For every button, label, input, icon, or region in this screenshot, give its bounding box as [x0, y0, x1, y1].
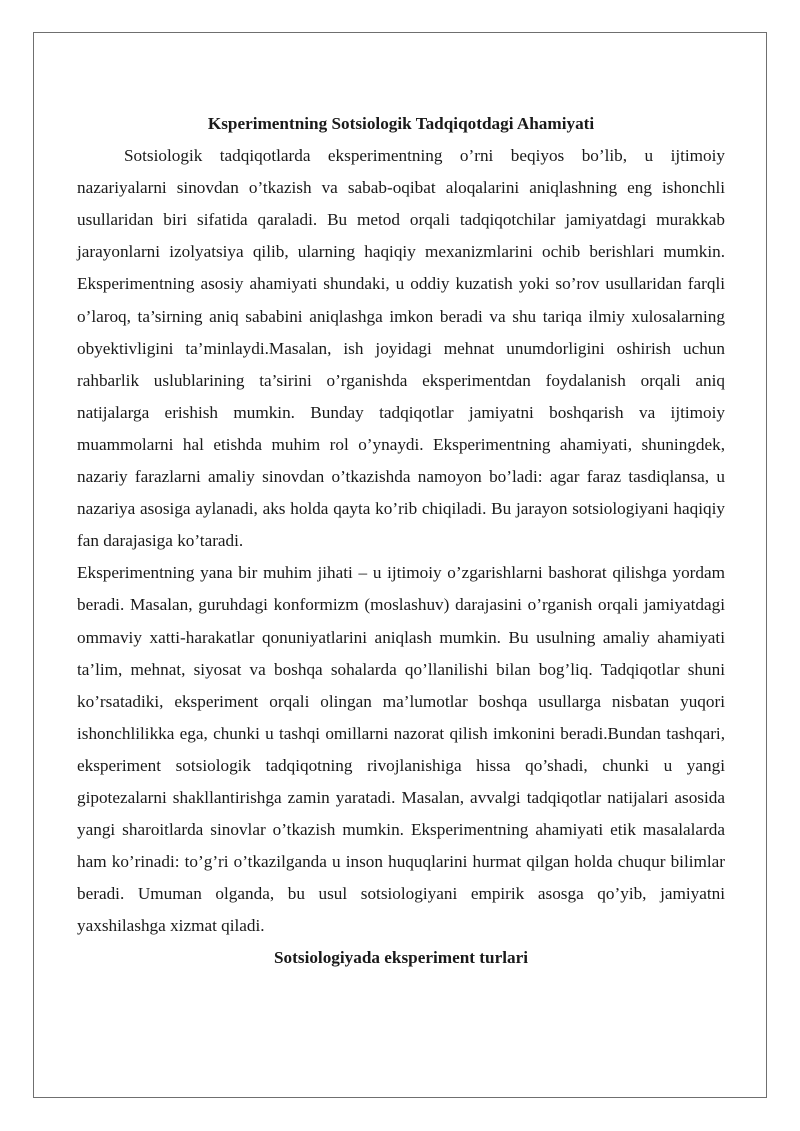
document-body	[77, 108, 725, 975]
paragraph-2: Eksperimentning yana bir muhim jihati – u ijtimoiy o’zgarishlarni bashorat qilishga yordam beradi. Masalan, guruhdagi konformizm (moslashuv) darajasini o’rganish orqali jamiyatdagi ommaviy xatti-harakatlar qonuniyatlarini aniqlash mumkin. Bu usulning amaliy ahamiyati ta’lim, mehnat, siyosat va boshqa sohalarda qo’llanilishi bilan bog’liq. Tadqiqotlar shuni ko’rsatadiki, eksperiment orqali olingan ma’lumotlar boshqa usullarga nisbatan yuqori ishonchlilikka ega, chunki u tashqi omillarni nazorat qilish imkonini beradi.Bundan tashqari, eksperiment sotsiologik tadqiqotning rivojlanishiga hissa qo’shadi, chunki u yangi gipotezalarni shakllantirishga zamin yaratadi. Masalan, avvalgi tadqiqotlar natijalari asosida yangi sharoitlarda sinovlar o’tkazish mumkin. Eksperimentning ahamiyati etik masalalarda ham ko’rinadi: to’g’ri o’tkazilganda u inson huquqlarini hurmat qilgan holda chuqur bilimlar beradi. Umuman olganda, bu usul sotsiologiyani empirik asosga qo’yib, jamiyatni yaxshilashga xizmat qiladi.	[77, 563, 725, 936]
document-title: Ksperimentning Sotsiologik Tadqiqotdagi Ahamiyati	[207, 114, 595, 133]
section-subheading: Sotsiologiyada eksperiment turlari	[274, 948, 528, 968]
paragraph-1: Sotsiologik tadqiqotlarda eksperimentning o’rni beqiyos bo’lib, u ijtimoiy nazariyalarni sinovdan o’tkazish va sabab-oqibat aloqalarini aniqlashning eng ishonchli usullaridan biri sifatida qaraladi. Bu metod orqali tadqiqotchilar jamiyatdagi murakkab jarayonlarni izolyatsiya qilib, ularning haqiqiy mexanizmlarini ochib berishlari mumkin. Eksperimentning asosiy ahamiyati shundaki, u oddiy kuzatish yoki so’rov usullaridan farqli o’laroq, ta’sirning aniq sababini aniqlashga imkon beradi va shu tariqa ilmiy xulosalarning obyektivligini ta’minlaydi.Masalan, ish joyidagi mehnat unumdorligini oshirish uchun rahbarlik uslublarining ta’sirini o’rganishda eksperimentdan foydalanish orqali aniq natijalarga erishish mumkin. Bunday tadqiqotlar jamiyatni boshqarish va ijtimoiy muammolarni hal etishda muhim rol o’ynaydi. Eksperimentning ahamiyati, shuningdek, nazariy farazlarni amaliy sinovdan o’tkazishda namoyon bo’ladi: agar faraz tasdiqlansa, u nazariya asosiga aylanadi, aks holda qayta ko’rib chiqiladi. Bu jarayon sotsiologiyani haqiqiy fan darajasiga ko’taradi.	[77, 146, 725, 551]
